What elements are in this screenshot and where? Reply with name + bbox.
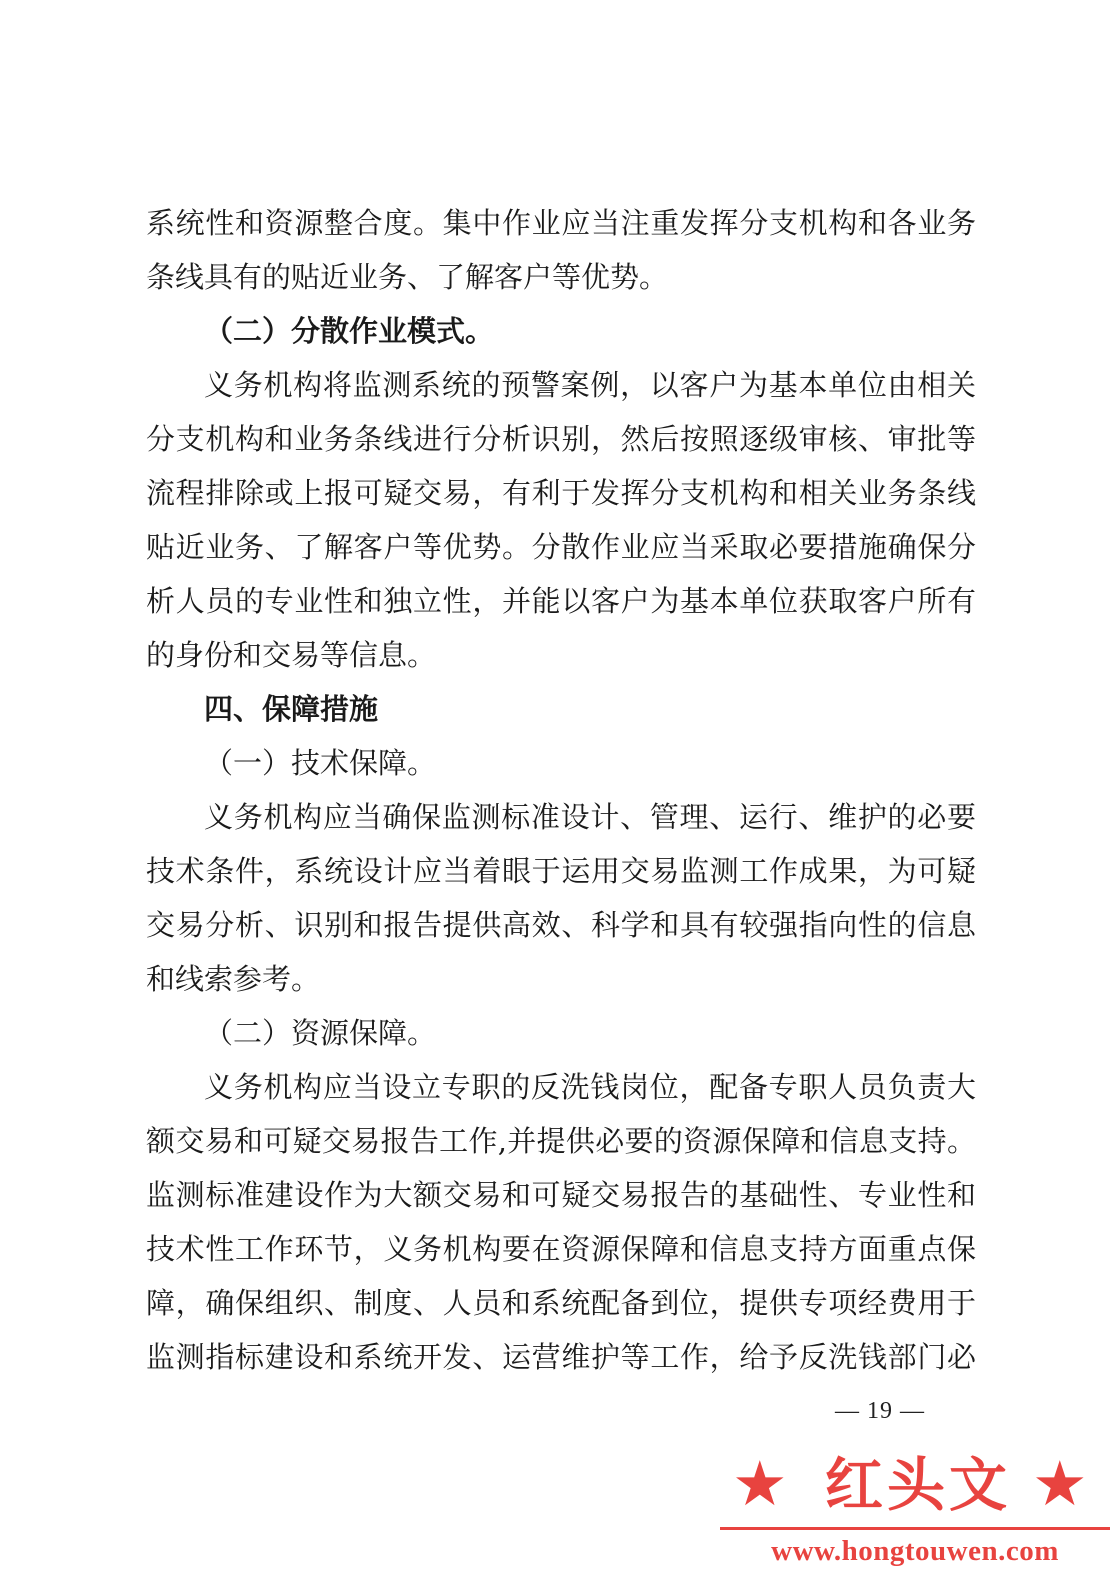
text-line: 的身份和交易等信息。 xyxy=(146,638,437,672)
text-line: 义务机构将监测系统的预警案例，以客户为基本单位由相关 xyxy=(204,368,976,402)
text-line: 析人员的专业性和独立性，并能以客户为基本单位获取客户所有 xyxy=(146,584,976,618)
subsection-heading-resources: （二）资源保障。 xyxy=(204,1016,437,1050)
star-icon: ★ xyxy=(732,1447,788,1520)
watermark-divider xyxy=(720,1527,1110,1530)
document-body xyxy=(146,196,976,1384)
text-line: 障，确保组织、制度、人员和系统配备到位，提供专项经费用于 xyxy=(146,1286,976,1320)
subsection-heading-technical: （一）技术保障。 xyxy=(204,746,437,780)
text-line: 和线索参考。 xyxy=(146,962,321,996)
text-line: 监测标准建设作为大额交易和可疑交易报告的基础性、专业性和 xyxy=(146,1178,976,1212)
text-line: 分支机构和业务条线进行分析识别，然后按照逐级审核、审批等 xyxy=(146,422,976,456)
text-line: 技术性工作环节，义务机构要在资源保障和信息支持方面重点保 xyxy=(146,1232,976,1266)
text-line: 额交易和可疑交易报告工作,并提供必要的资源保障和信息支持。 xyxy=(146,1124,976,1158)
watermark-title: 红头文 xyxy=(824,1451,1011,1519)
star-icon: ★ xyxy=(1032,1447,1088,1520)
text-line: 系统性和资源整合度。集中作业应当注重发挥分支机构和各业务 xyxy=(146,206,976,240)
watermark-logo xyxy=(720,1445,1110,1580)
section-heading-decentralized-mode: （二）分散作业模式。 xyxy=(204,314,495,348)
page-number: — 19 — xyxy=(835,1398,925,1424)
text-line: 交易分析、识别和报告提供高效、科学和具有较强指向性的信息 xyxy=(146,908,976,942)
text-line: 义务机构应当确保监测标准设计、管理、运行、维护的必要 xyxy=(204,800,976,834)
text-line: 义务机构应当设立专职的反洗钱岗位，配备专职人员负责大 xyxy=(204,1070,976,1104)
text-line: 监测指标建设和系统开发、运营维护等工作，给予反洗钱部门必 xyxy=(146,1340,976,1374)
text-line: 贴近业务、了解客户等优势。分散作业应当采取必要措施确保分 xyxy=(146,530,976,564)
text-line: 技术条件，系统设计应当着眼于运用交易监测工作成果，为可疑 xyxy=(146,854,976,888)
text-line: 条线具有的贴近业务、了解客户等优势。 xyxy=(146,260,669,294)
section-heading-safeguards: 四、保障措施 xyxy=(204,692,379,726)
watermark-url: www.hongtouwen.com xyxy=(771,1535,1059,1567)
watermark-header xyxy=(720,1445,1110,1525)
text-line: 流程排除或上报可疑交易，有利于发挥分支机构和相关业务条线 xyxy=(146,476,976,510)
